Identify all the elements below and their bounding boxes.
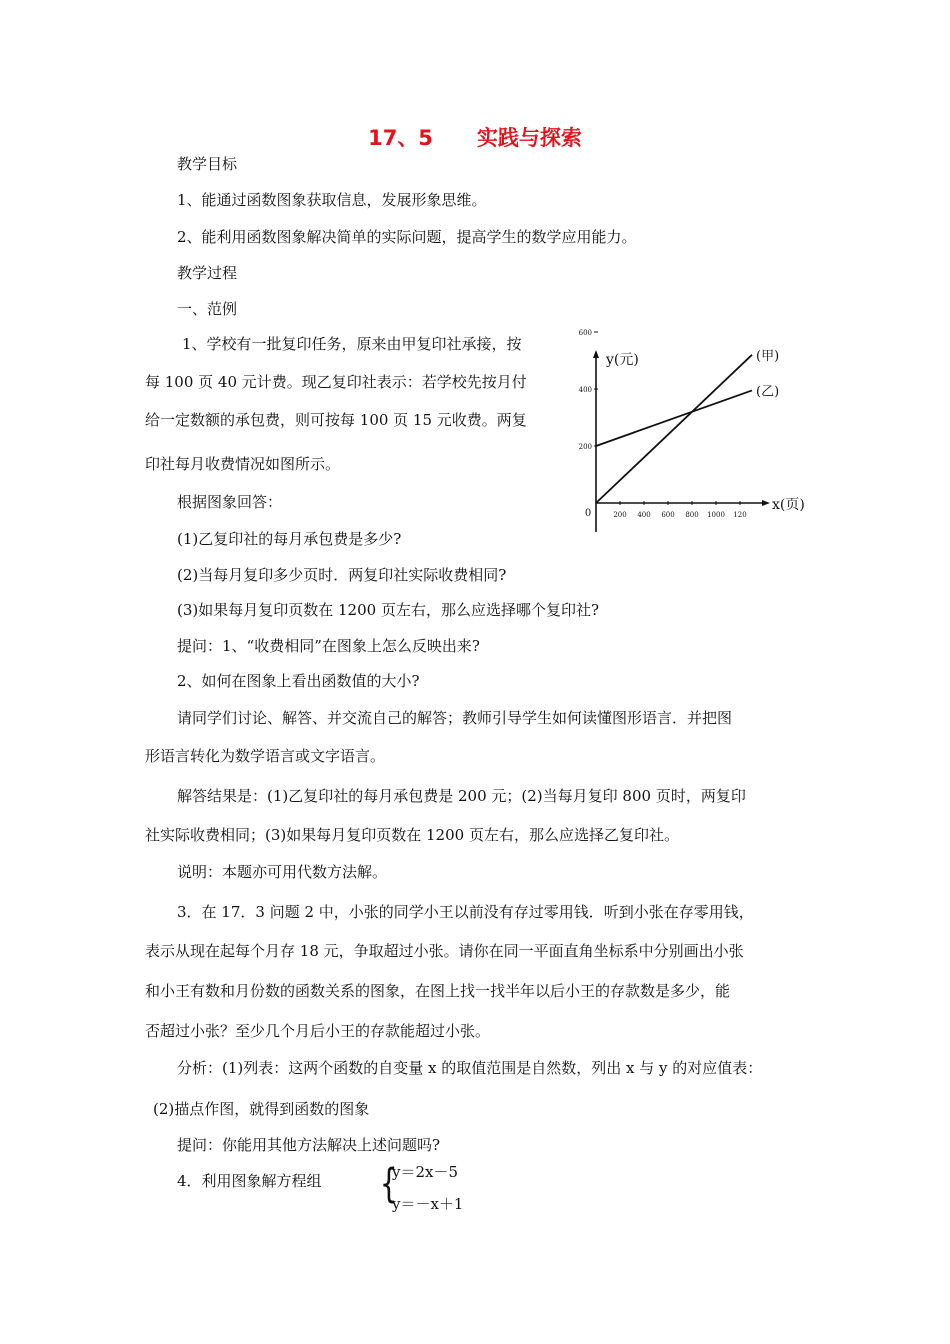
text-line: 2、如何在图象上看出函数值的大小? [177,672,420,690]
series-label-2: (乙) [756,384,780,400]
text-line: 1、学校有一批复印任务，原来由甲复印社承接，按 [182,335,522,353]
text-line: (1)乙复印社的每月承包费是多少? [177,530,402,548]
x-axis-label: x(页) [772,497,805,513]
series-line-2 [596,390,752,446]
left-brace: { [379,1161,398,1207]
text-line: 形语言转化为数学语言或文字语言。 [145,747,386,765]
text-line: 教学目标 [177,155,238,173]
page-title [0,122,950,152]
x-tick-label: 600 [661,511,675,519]
equation-1: y＝2x－5 [392,1163,459,1181]
text-line: 提问：1、“收费相同”在图象上怎么反映出来? [177,637,480,655]
text-line: 解答结果是：(1)乙复印社的每月承包费是 200 元；(2)当每月复印 800 页时，两复印 [177,787,746,805]
equation-system [376,1158,496,1218]
text-line: 教学过程 [177,264,238,282]
text-line: 表示从现在起每个月存 18 元，争取超过小张。请你在同一平面直角坐标系中分别画出小张 [145,942,744,960]
text-line: 提问：你能用其他方法解决上述问题吗? [177,1136,441,1154]
text-line: 一、范例 [177,300,238,318]
text-line: 分析：(1)列表：这两个函数的自变量 x 的取值范围是自然数，列出 x 与 y 的对应值表： [177,1059,763,1077]
title-text: 实践与探索 [476,126,582,150]
text-line: 1、能通过函数图象获取信息，发展形象思维。 [177,191,487,209]
series-line-1 [596,355,752,503]
text-line: 社实际收费相同；(3)如果每月复印页数在 1200 页左右，那么应选择乙复印社。 [145,826,679,844]
text-line: 和小王有数和月份数的函数关系的图象，在图上找一找半年以后小王的存款数是多少，能 [145,982,731,1000]
text-line: 2、能利用函数图象解决简单的实际问题，提高学生的数学应用能力。 [177,228,637,246]
y-tick-label: 600 [578,329,592,337]
text-line: (2)当每月复印多少页时．两复印社实际收费相同? [177,566,507,584]
x-tick-label: 400 [637,511,651,519]
x-tick-label: 1000 [707,511,725,519]
origin-label: 0 [584,508,592,519]
text-line: 说明：本题亦可用代数方法解。 [177,863,388,881]
text-line: 3．在 17．3 问题 2 中，小张的同学小王以前没有存过零用钱．听到小张在存零用钱， [177,903,754,921]
y-tick-label: 400 [578,386,592,394]
y-axis-arrow [593,350,599,358]
text-line: 4．利用图象解方程组 [177,1172,322,1190]
x-tick-label: 120 [733,511,747,519]
text-line: 根据图象回答： [177,493,283,511]
text-line: 给一定数额的承包费，则可按每 100 页 15 元收费。两复 [145,411,527,429]
x-tick-label: 800 [685,511,699,519]
cost-chart [578,329,808,542]
text-line: 否超过小张？至少几个月后小王的存款能超过小张。 [145,1022,491,1040]
equation-2: y＝－x＋1 [392,1195,464,1213]
x-axis-arrow [762,500,770,506]
text-line: 请同学们讨论、解答、并交流自己的解答；教师引导学生如何读懂图形语言．并把图 [177,709,733,727]
text-line: (2)描点作图，就得到函数的图象 [153,1100,370,1118]
y-tick-label: 200 [578,443,592,451]
title-number: 17、5 [368,126,433,150]
y-axis-label: y(元) [606,352,639,368]
text-line: 印社每月收费情况如图所示。 [145,455,341,473]
text-line: 每 100 页 40 元计费。现乙复印社表示：若学校先按月付 [145,373,527,391]
x-tick-label: 200 [613,511,627,519]
text-line: (3)如果每月复印页数在 1200 页左右，那么应选择哪个复印社? [177,601,600,619]
series-label-1: (甲) [756,348,780,364]
